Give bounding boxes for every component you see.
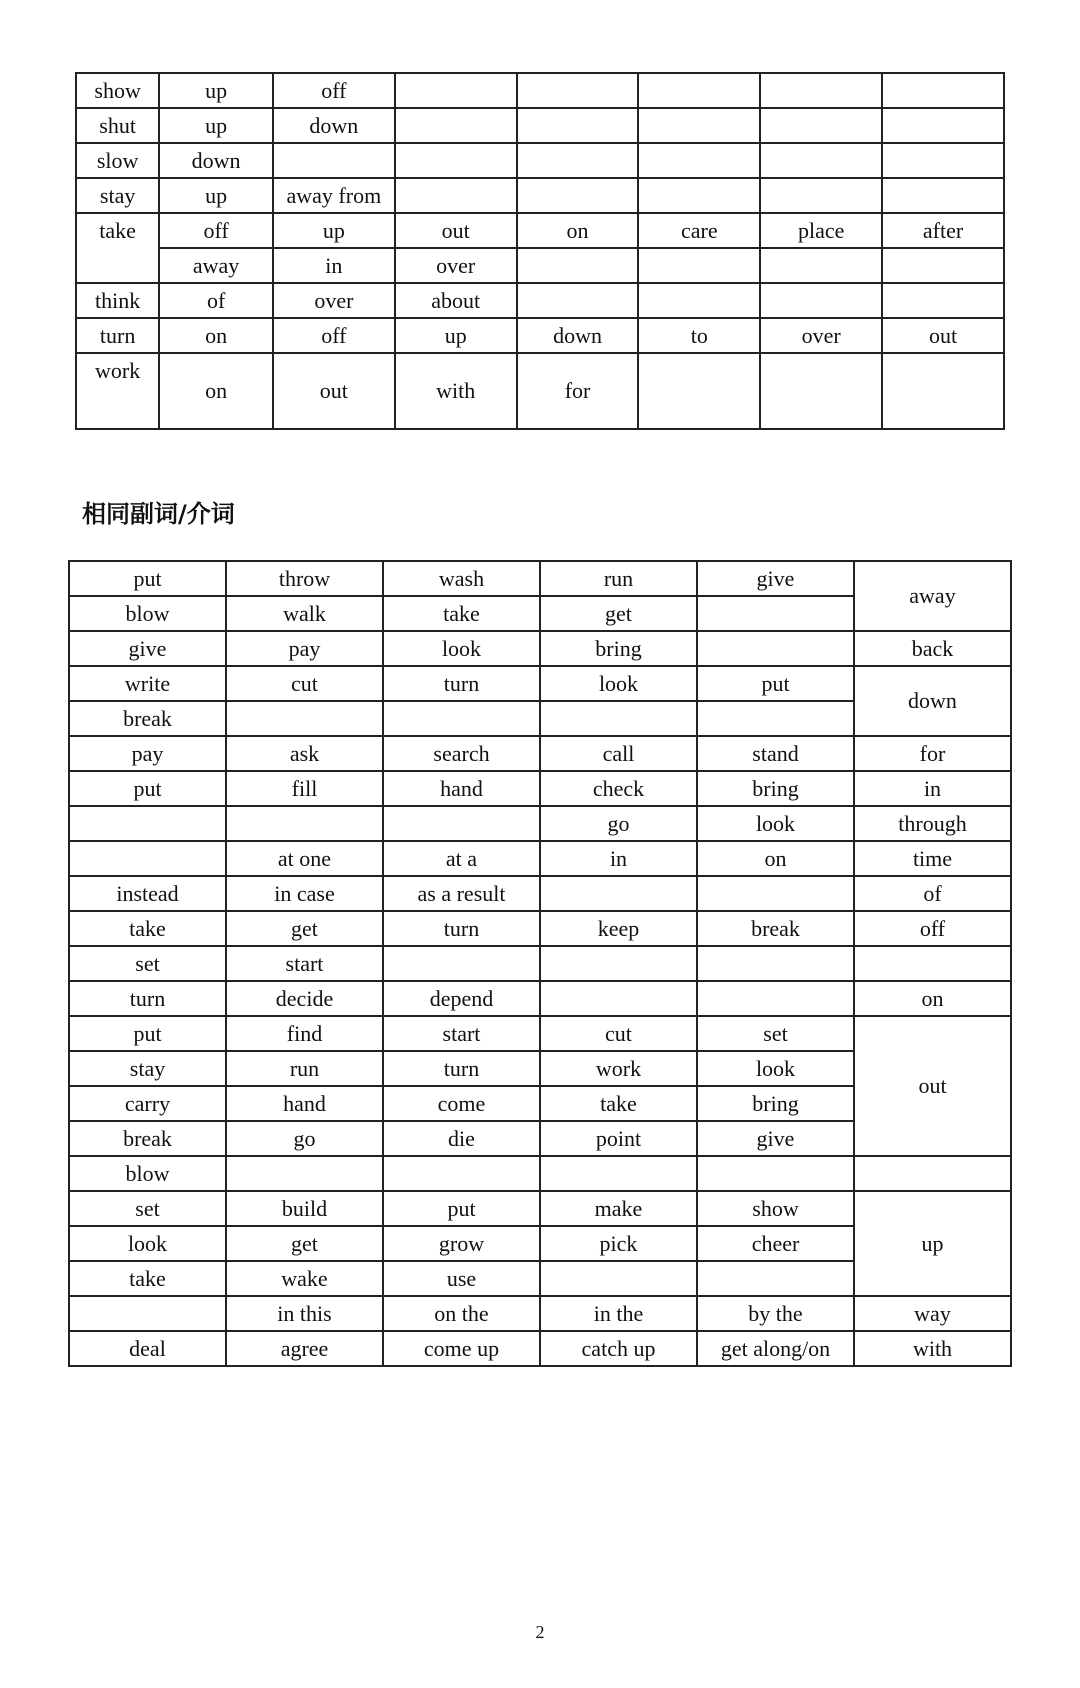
table-row xyxy=(76,73,1004,108)
table-cell: point xyxy=(540,1121,697,1156)
table-cell xyxy=(697,1156,854,1191)
table-row xyxy=(76,248,1004,283)
table-cell: on xyxy=(517,213,639,248)
table-cell: on xyxy=(159,318,273,353)
table-cell: off xyxy=(273,318,395,353)
table-cell: give xyxy=(697,1121,854,1156)
table-cell: write xyxy=(69,666,226,701)
table-cell: turn xyxy=(76,318,159,353)
table-cell: blow xyxy=(69,596,226,631)
table-cell xyxy=(760,178,882,213)
table-cell xyxy=(697,1261,854,1296)
phrasal-verb-table-by-particle xyxy=(68,560,1012,1367)
table-cell: carry xyxy=(69,1086,226,1121)
table-cell: up xyxy=(159,73,273,108)
table-cell: go xyxy=(226,1121,383,1156)
table-cell: throw xyxy=(226,561,383,596)
table-cell: look xyxy=(69,1226,226,1261)
table-cell: search xyxy=(383,736,540,771)
table-cell: after xyxy=(882,213,1004,248)
table-cell: get xyxy=(226,1226,383,1261)
table-cell: put xyxy=(69,1016,226,1051)
table-cell xyxy=(517,178,639,213)
table-row xyxy=(76,318,1004,353)
table-cell: in xyxy=(854,771,1011,806)
table-row xyxy=(69,1296,1011,1331)
table-cell: cut xyxy=(540,1016,697,1051)
table-cell: with xyxy=(854,1331,1011,1366)
table-cell: go xyxy=(540,806,697,841)
table-cell: make xyxy=(540,1191,697,1226)
table-cell: get xyxy=(540,596,697,631)
table-cell: agree xyxy=(226,1331,383,1366)
table-cell: at one xyxy=(226,841,383,876)
table-cell: cheer xyxy=(697,1226,854,1261)
table-cell xyxy=(540,946,697,981)
table-cell xyxy=(638,353,760,429)
table-cell xyxy=(638,248,760,283)
table-cell: up xyxy=(273,213,395,248)
table-cell: shut xyxy=(76,108,159,143)
table-cell xyxy=(517,283,639,318)
table-cell: put xyxy=(697,666,854,701)
table-cell: take xyxy=(540,1086,697,1121)
table-row xyxy=(69,666,1011,701)
table-cell: run xyxy=(226,1051,383,1086)
table-row xyxy=(69,1156,1011,1191)
table-cell: stay xyxy=(69,1051,226,1086)
table-cell: out xyxy=(395,213,517,248)
table-cell: put xyxy=(69,561,226,596)
table-cell: on xyxy=(854,981,1011,1016)
table-cell xyxy=(638,143,760,178)
table-cell: give xyxy=(69,631,226,666)
table-cell xyxy=(882,353,1004,429)
table-row xyxy=(76,283,1004,318)
table-cell xyxy=(395,143,517,178)
table-cell: look xyxy=(540,666,697,701)
table-row xyxy=(69,1191,1011,1226)
table-cell xyxy=(854,1156,1011,1191)
table-cell xyxy=(638,178,760,213)
table-cell: in case xyxy=(226,876,383,911)
table-cell: of xyxy=(159,283,273,318)
table-cell xyxy=(697,596,854,631)
table-cell xyxy=(882,143,1004,178)
table-cell: up xyxy=(159,178,273,213)
table-cell: for xyxy=(854,736,1011,771)
table-cell: give xyxy=(697,561,854,596)
table-cell: think xyxy=(76,283,159,318)
table-cell: check xyxy=(540,771,697,806)
table-cell: break xyxy=(69,701,226,736)
table-cell: decide xyxy=(226,981,383,1016)
table-row xyxy=(69,911,1011,946)
table-cell xyxy=(854,946,1011,981)
table-cell: hand xyxy=(383,771,540,806)
table-cell: call xyxy=(540,736,697,771)
table-cell: back xyxy=(854,631,1011,666)
table-cell: put xyxy=(69,771,226,806)
table-cell: show xyxy=(697,1191,854,1226)
table-cell: start xyxy=(383,1016,540,1051)
table-row xyxy=(69,981,1011,1016)
table-cell: instead xyxy=(69,876,226,911)
table-cell: break xyxy=(697,911,854,946)
table-cell: at a xyxy=(383,841,540,876)
table-cell: ask xyxy=(226,736,383,771)
table-cell: work xyxy=(76,353,159,429)
table-cell: find xyxy=(226,1016,383,1051)
table-row xyxy=(76,178,1004,213)
table-cell xyxy=(697,631,854,666)
table-cell: turn xyxy=(69,981,226,1016)
table-cell: set xyxy=(697,1016,854,1051)
table-cell: out xyxy=(854,1016,1011,1156)
table-cell: set xyxy=(69,946,226,981)
table-cell: for xyxy=(517,353,639,429)
table-row xyxy=(69,561,1011,596)
table-cell: out xyxy=(882,318,1004,353)
table-cell: hand xyxy=(226,1086,383,1121)
table-cell: about xyxy=(395,283,517,318)
table-cell: off xyxy=(273,73,395,108)
table-cell: off xyxy=(854,911,1011,946)
table-cell: up xyxy=(395,318,517,353)
table-cell xyxy=(226,701,383,736)
table-cell: up xyxy=(159,108,273,143)
table-cell: depend xyxy=(383,981,540,1016)
table-cell xyxy=(697,981,854,1016)
table-cell xyxy=(226,806,383,841)
table-cell: down xyxy=(517,318,639,353)
table-cell: pay xyxy=(69,736,226,771)
table-cell: cut xyxy=(226,666,383,701)
table-cell xyxy=(760,283,882,318)
table-cell: in xyxy=(273,248,395,283)
table-cell: place xyxy=(760,213,882,248)
table-cell xyxy=(760,73,882,108)
table-cell: grow xyxy=(383,1226,540,1261)
table-cell xyxy=(540,701,697,736)
table-cell: turn xyxy=(383,911,540,946)
table-cell: look xyxy=(383,631,540,666)
table-cell xyxy=(383,701,540,736)
table-row xyxy=(69,631,1011,666)
table-cell xyxy=(69,806,226,841)
table-cell: bring xyxy=(697,1086,854,1121)
table-cell xyxy=(273,143,395,178)
table-cell xyxy=(697,946,854,981)
table-cell: care xyxy=(638,213,760,248)
table-cell: take xyxy=(76,213,159,283)
table-cell: look xyxy=(697,806,854,841)
table-cell: turn xyxy=(383,666,540,701)
table-cell: come xyxy=(383,1086,540,1121)
section-title: 相同副词/介词 xyxy=(82,500,235,528)
table-cell xyxy=(638,108,760,143)
table-cell xyxy=(882,178,1004,213)
table-cell: by the xyxy=(697,1296,854,1331)
table-cell: die xyxy=(383,1121,540,1156)
table-cell xyxy=(882,73,1004,108)
table-cell: slow xyxy=(76,143,159,178)
table-row xyxy=(69,1016,1011,1051)
table-cell xyxy=(760,143,882,178)
page-number: 2 xyxy=(535,1622,545,1642)
table-row xyxy=(76,213,1004,248)
table-cell: wake xyxy=(226,1261,383,1296)
table-cell: fill xyxy=(226,771,383,806)
table-row xyxy=(69,771,1011,806)
table-cell: through xyxy=(854,806,1011,841)
table-cell: away xyxy=(159,248,273,283)
table-cell: in this xyxy=(226,1296,383,1331)
table-cell xyxy=(882,248,1004,283)
table-cell xyxy=(517,248,639,283)
table-row xyxy=(76,143,1004,178)
table-cell: put xyxy=(383,1191,540,1226)
table-cell: catch up xyxy=(540,1331,697,1366)
table-row xyxy=(76,108,1004,143)
table-cell: on the xyxy=(383,1296,540,1331)
table-cell: get xyxy=(226,911,383,946)
table-cell xyxy=(517,73,639,108)
table-cell xyxy=(395,178,517,213)
table-cell xyxy=(697,701,854,736)
table-row xyxy=(69,876,1011,911)
table-cell: on xyxy=(159,353,273,429)
table-cell xyxy=(69,841,226,876)
table-cell: blow xyxy=(69,1156,226,1191)
table-cell: over xyxy=(395,248,517,283)
table-cell: turn xyxy=(383,1051,540,1086)
table-cell xyxy=(760,108,882,143)
table-cell: use xyxy=(383,1261,540,1296)
table-cell: in the xyxy=(540,1296,697,1331)
table-cell: set xyxy=(69,1191,226,1226)
table-cell xyxy=(517,108,639,143)
table-cell xyxy=(383,946,540,981)
table-cell: walk xyxy=(226,596,383,631)
table-cell xyxy=(638,73,760,108)
table-cell xyxy=(383,1156,540,1191)
table-cell: way xyxy=(854,1296,1011,1331)
table-cell: on xyxy=(697,841,854,876)
table-cell: deal xyxy=(69,1331,226,1366)
table-cell: stay xyxy=(76,178,159,213)
table-cell xyxy=(697,876,854,911)
table-cell: get along/on xyxy=(697,1331,854,1366)
table-cell xyxy=(69,1296,226,1331)
table-row xyxy=(69,736,1011,771)
table-cell: show xyxy=(76,73,159,108)
table-cell: bring xyxy=(540,631,697,666)
table-row xyxy=(69,841,1011,876)
table-cell: come up xyxy=(383,1331,540,1366)
phrasal-verb-table-by-verb xyxy=(75,72,1005,430)
table-cell: of xyxy=(854,876,1011,911)
table-cell xyxy=(383,806,540,841)
table-cell: break xyxy=(69,1121,226,1156)
table-cell xyxy=(882,108,1004,143)
table-cell: over xyxy=(760,318,882,353)
table-cell: take xyxy=(383,596,540,631)
table-cell: work xyxy=(540,1051,697,1086)
table-row xyxy=(69,946,1011,981)
table-cell: down xyxy=(273,108,395,143)
table-cell xyxy=(395,73,517,108)
table-cell: to xyxy=(638,318,760,353)
table-row xyxy=(69,1331,1011,1366)
table-cell: build xyxy=(226,1191,383,1226)
table-row xyxy=(69,806,1011,841)
table-cell: time xyxy=(854,841,1011,876)
table-cell: with xyxy=(395,353,517,429)
table-cell: pay xyxy=(226,631,383,666)
table-cell: down xyxy=(854,666,1011,736)
table-cell xyxy=(226,1156,383,1191)
table-cell: away from xyxy=(273,178,395,213)
table-cell: take xyxy=(69,911,226,946)
table-cell xyxy=(540,876,697,911)
table-cell: take xyxy=(69,1261,226,1296)
table-cell xyxy=(540,981,697,1016)
table-cell xyxy=(760,248,882,283)
table-cell xyxy=(395,108,517,143)
table-cell xyxy=(882,283,1004,318)
table-cell: off xyxy=(159,213,273,248)
table-cell xyxy=(638,283,760,318)
table-cell: as a result xyxy=(383,876,540,911)
table-cell xyxy=(760,353,882,429)
table-cell xyxy=(540,1261,697,1296)
table-cell: stand xyxy=(697,736,854,771)
table-cell: down xyxy=(159,143,273,178)
table-cell: wash xyxy=(383,561,540,596)
table-cell: pick xyxy=(540,1226,697,1261)
table-cell: run xyxy=(540,561,697,596)
table-cell: start xyxy=(226,946,383,981)
table-cell: up xyxy=(854,1191,1011,1296)
table-row xyxy=(76,353,1004,429)
table-cell xyxy=(540,1156,697,1191)
table-cell: look xyxy=(697,1051,854,1086)
table-cell: away xyxy=(854,561,1011,631)
table-cell: bring xyxy=(697,771,854,806)
table-cell: in xyxy=(540,841,697,876)
table-cell: out xyxy=(273,353,395,429)
table-cell: keep xyxy=(540,911,697,946)
table-cell xyxy=(517,143,639,178)
table-cell: over xyxy=(273,283,395,318)
